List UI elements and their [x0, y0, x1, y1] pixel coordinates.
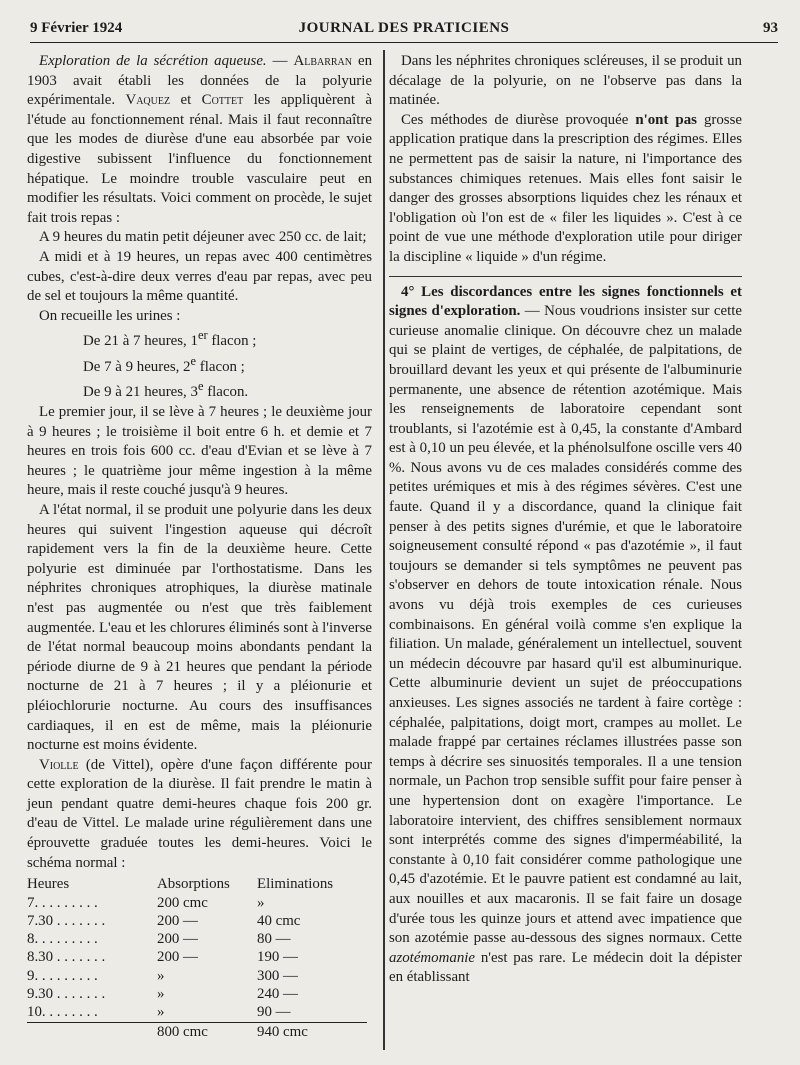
- table-body: [27, 894, 367, 1023]
- right-column: [389, 52, 742, 988]
- table-row: [27, 967, 367, 985]
- flacon-item: [83, 326, 372, 352]
- table-cell: »: [257, 894, 265, 911]
- table-row: [27, 912, 367, 930]
- text: flacon ;: [196, 358, 245, 375]
- flacon-list: [27, 326, 372, 403]
- author-cottet: Cottet: [201, 92, 244, 109]
- sup: e: [190, 353, 197, 368]
- table-totals-row: [27, 1022, 367, 1041]
- page-header: [30, 18, 778, 43]
- table-cell: 200 —: [157, 949, 198, 966]
- text: (de Vittel), opère d'une façon différente pour cette exploration de la diurèse. Il fait prendre le matin à jeun pendant quatre demi-heures chaque fois 200 gr. d'eau de Vittel. Le malade urine régulièrement dans une éprouvette graduée toutes les demi-heures. Voici le schéma normal :: [27, 756, 372, 871]
- table-cell: 80 —: [257, 931, 291, 948]
- author-violle: Violle: [39, 756, 79, 773]
- section-rule: [389, 276, 742, 277]
- text: et: [170, 92, 202, 109]
- paragraph-normal-state: A l'état normal, il se produit une polyurie dans les deux heures qui suivent l'ingestion aqueuse qui décroît rapidement vers la fin de la deuxième heure. Cette polyurie est diminuée par l'orthostatisme. Dans les néphrites chroniques atrophiques, la diurèse matinale n'est pas augmentée ou n'est que très faiblement augmentée. L'eau et les chlorures éliminés sont à l'inverse de l'état normal beaucoup moins abondants pendant la période diurne de 9 à 21 heures que pendant la période nocturne de 21 à 7 heures ; il y a pléionurie et pléiochlorurie nocturne. Au cours des insuffisances cardiaques, il en est de même, mais la pléionurie nocturne est moins évidente.: [27, 501, 372, 754]
- text: De 21 à 7 heures, 1: [83, 333, 198, 350]
- text: flacon ;: [207, 333, 257, 350]
- table-header: Eliminations: [257, 876, 334, 893]
- column-divider: [383, 50, 385, 1050]
- text: — Nous voudrions insister sur cette curieuse anomalie clinique. On découvre chez un malade qui se plaint de vertiges, de céphalée, de palpitations, de brouillard devant les yeux et qui présente de l'albuminurie permanente, une absence de rétention azotémique. Mais les renseignements de laboratoire cependant sont troublants, si l'azotémie est à 0,45, la constante d'Ambard est à 0,10 un peu élevée, et la phénolsulfone oscille vers 40 %. Nous avons vu de ces malades considérés comme des petites urémiques et mis à des régimes sévères. C'est une faute. Quand il y a discordance, quand la clinique fait penser à des petits signes d'urémie, et que le laboratoire soigneusement consulté répond « pas d'azotémie », il faut toujours se demander si tels symptômes ne peuvent pas s'observer en dehors de toute intoxication rénale. Nous avons vu déjà trois exemples de ces curieuses combinaisons. En général voilà comme s'en explique la filiation. Un malade, généralement un intellectuel, souvent un médecin découvre par hasard qu'il est albuminurique. Cette albuminurie devient un sujet de préoccupations anxieuses. Les signes associés ne tardent à faire cortège : céphalée, palpitations, doigt mort, crampes au mollet. Le malade frappé par certaines réclames illustrées passe son temps à décrire ses sinuosités temporales. Il a une tension normale, un Pachon trop sensible suffit pour faire penser à une hypertension dont on exagère l'importance. Le laboratoire intervient, des chiffres sensiblement normaux sont interprétés comme des signes d'imperméabilité, la constante à 0,10 fait considérer comme pathologique une 0,45 d'azotémie. Et le pauvre patient est condamné au lait, aux nouilles et aux macaronis. Il se fait faire un dosage d'urée tous les quinze jours et attend avec impatience que son azotémie passe au-dessous des signes normaux. Cette: [389, 303, 742, 947]
- table-cell: 7.30 . . . . . . .: [27, 912, 106, 929]
- table-cell: 9.30 . . . . . . .: [27, 986, 106, 1003]
- table-cell: 40 cmc: [257, 912, 301, 929]
- header-journal-title: JOURNAL DES PRATICIENS: [298, 20, 510, 36]
- table-header: Heures: [27, 876, 70, 893]
- flacon-item: [83, 377, 372, 403]
- header-date: 9 Février 1924: [30, 20, 123, 36]
- text: n'est pas rare. Le médecin doit la dépister en établissant: [389, 949, 742, 986]
- text: De 9 à 21 heures, 3: [83, 384, 198, 401]
- table-cell: 10. . . . . . . .: [27, 1004, 98, 1021]
- table-cell: »: [157, 967, 165, 984]
- dash: —: [266, 53, 294, 69]
- table-cell: 8.30 . . . . . . .: [27, 949, 106, 966]
- table-cell: 8. . . . . . . . .: [27, 931, 98, 948]
- text: grosse application pratique dans la prescription des régimes. Elles ne permettent pas de saisir la nature, ni l'importance des substances chimiques retenues. Mais elles font saisir le danger des grosses absorptions liquides chez les rénaux et l'obligation où l'on est de « filer les liquides ». C'est à ce point de vue une méthode d'exploration utile pour diriger la discipline « liquide » d'un régime.: [389, 111, 743, 265]
- table-row: [27, 930, 367, 948]
- author-vaquez: Vaquez: [125, 92, 171, 109]
- table-cell: 9. . . . . . . . .: [27, 967, 98, 984]
- table-row: [27, 1003, 367, 1022]
- sup: e: [197, 379, 204, 394]
- paragraph-breakfast: A 9 heures du matin petit déjeuner avec 250 cc. de lait;: [39, 229, 367, 246]
- flacon-item: [83, 352, 372, 378]
- table-row: [27, 985, 367, 1003]
- italic-term: azotémomanie: [389, 949, 476, 966]
- section-title: Exploration de la sécrétion aqueuse.: [39, 53, 267, 69]
- table-header-row: [27, 875, 367, 893]
- paragraph-sclereuses: Dans les néphrites chroniques scléreuses, il se produit un décalage de la polyurie, on ne l'observe pas dans la matinée.: [389, 53, 742, 109]
- table-cell: 300 —: [257, 967, 298, 984]
- table-cell: »: [157, 986, 165, 1003]
- header-page-number: 93: [763, 20, 778, 36]
- table-cell: [27, 1022, 157, 1041]
- text: en 1903 avait établi les données de la polyurie expérimentale.: [27, 53, 373, 109]
- text: Ces méthodes de diurèse provoquée: [401, 111, 636, 128]
- text: flacon.: [203, 384, 249, 401]
- paragraph-days: Le premier jour, il se lève à 7 heures ; le deuxième jour à 9 heures ; le troisième il boit entre 6 h. et demie et 7 heures en trois fois 600 cc. d'eau d'Evian et se lève à 7 heures ; le quatrième jour même ingestion à la même heure, mais il reste couché jusqu'à 9 heures.: [27, 404, 372, 499]
- table-cell: 90 —: [257, 1004, 291, 1021]
- table-cell: 200 —: [157, 931, 198, 948]
- text: les appliquèrent à l'étude au fonctionnement rénal. Mais il faut reconnaître que les modes de diurèse d'une eau absorbée par voie digestive subissent l'influence du fonctionnement hépatique. Le moindre trouble vasculaire peut en modifier les résultats. Voici comment on procède, le sujet fait trois repas :: [27, 92, 372, 226]
- paragraph-meals: A midi et à 19 heures, un repas avec 400 centimètres cubes, c'est-à-dire deux verres d'eau par repas, avec peu de sel et toujours la même quantité.: [27, 248, 372, 305]
- section-title: 4° Les discordances entre les signes fonctionnels et signes d'exploration.: [389, 283, 742, 320]
- paragraph-collect: On recueille les urines :: [39, 307, 181, 324]
- table-cell: 200 —: [157, 912, 198, 929]
- bold-text: n'ont pas: [635, 111, 697, 128]
- paragraph-discordances: [389, 283, 742, 988]
- paragraph-exploration: [27, 52, 372, 228]
- table-row: [27, 948, 367, 966]
- author-albarran: Albarran: [293, 53, 353, 69]
- table-cell: 190 —: [257, 949, 298, 966]
- table-row: [27, 894, 367, 912]
- total-absorptions: 800 cmc: [157, 1022, 257, 1041]
- left-column: [27, 52, 372, 1041]
- sup: er: [197, 328, 208, 343]
- table-cell: 7. . . . . . . . .: [27, 894, 98, 911]
- table-cell: 200 cmc: [157, 894, 208, 911]
- total-eliminations: 940 cmc: [257, 1022, 367, 1041]
- table-header: Absorptions: [157, 876, 230, 893]
- table-cell: »: [157, 1004, 165, 1021]
- paragraph-methodes: [389, 111, 742, 268]
- table-cell: 240 —: [257, 986, 298, 1003]
- paragraph-violle: [27, 756, 372, 874]
- text: De 7 à 9 heures, 2: [83, 358, 191, 375]
- diuresis-table: [27, 875, 367, 1041]
